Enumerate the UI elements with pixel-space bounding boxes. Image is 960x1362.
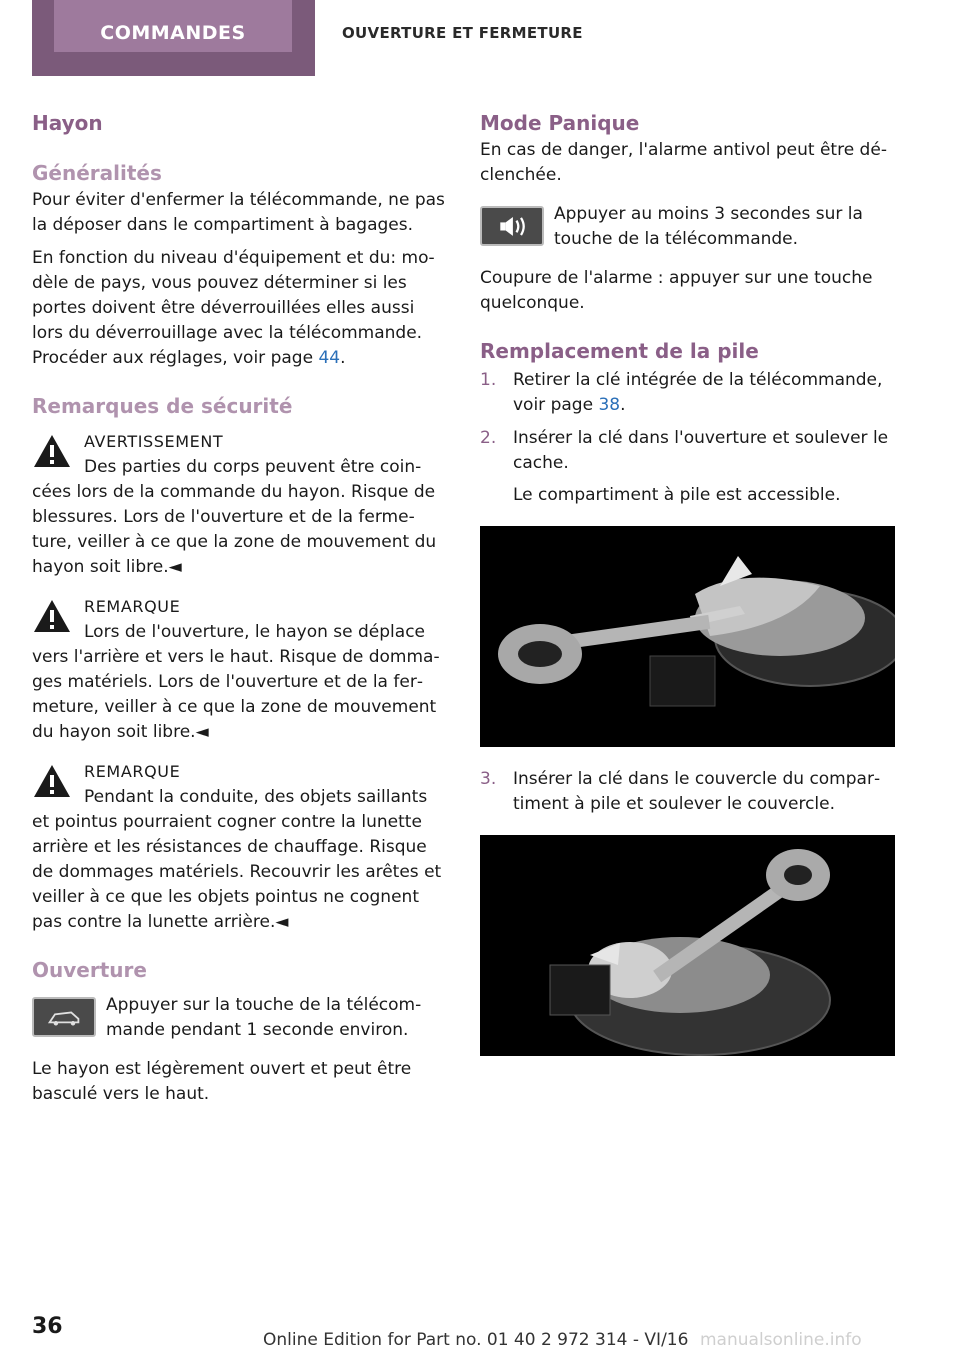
step-text: Retirer la clé intégrée de la télécommande, voir page 38. [513, 370, 883, 415]
page-header [0, 0, 960, 80]
note-text: Pendant la conduite, des objets saillants et pointus pourraient cogner contre la lunette arrière et les résistances de chauffage. Risque de dommages matériels. Recouvrir les arêtes et veiller à ce que les objets pointus ne cognent pas contre la lunette arrière.◄ [32, 787, 442, 932]
warning-label: AVERTISSEMENT [84, 432, 224, 451]
key-fob-illustration [480, 835, 895, 1056]
page-number: 36 [32, 1314, 63, 1339]
page-link-38[interactable]: 38 [598, 395, 621, 415]
edition-text: Online Edition for Part no. 01 40 2 972 314 - VI/16 [263, 1330, 689, 1350]
warning-block [32, 429, 448, 580]
panic-paragraph-1: En cas de danger, l'alarme antivol peut être déclenchée. [480, 140, 887, 185]
key-fob-illustration [480, 526, 895, 747]
step-number: 2. [480, 428, 497, 448]
page-link-44[interactable]: 44 [318, 348, 341, 368]
section-title: OUVERTURE ET FERMETURE [342, 24, 583, 42]
warning-triangle-icon [32, 433, 72, 469]
key-fob-open-cover-illustration [480, 526, 895, 747]
watermark: manualsonline.info [700, 1330, 862, 1350]
left-column [32, 108, 448, 1107]
note-block-2 [32, 759, 448, 935]
note-text: Lors de l'ouverture, le hayon se déplace vers l'arrière et vers le haut. Risque de dommages matériels. Lors de l'ouverture et de la fermeture, veiller à ce que la zone de mouvement du hayon soit libre.◄ [32, 622, 440, 742]
tailgate-key-text: Appuyer sur la touche de la télécommande pendant 1 seconde environ. [106, 995, 422, 1040]
general-paragraph-2: En fonction du niveau d'équipement et du: modèle de pays, vous pouvez déterminer si les portes doivent être déverrouillées elles aussi lors du déverrouillage avec la télécommande. Procéder aux réglages, voir page 44. [32, 248, 435, 368]
panic-paragraph-2: Coupure de l'alarme : appuyer sur une touche quelconque. [480, 268, 873, 313]
note-label: REMARQUE [84, 762, 181, 781]
step-text: Insérer la clé dans l'ouverture et soulever le cache. [513, 428, 889, 473]
list-item [480, 767, 896, 817]
opening-result: Le hayon est légèrement ouvert et peut être basculé vers le haut. [32, 1059, 412, 1104]
key-fob-battery-cover-illustration [480, 835, 895, 1056]
panic-key-instruction [480, 202, 896, 252]
subheading-ouverture: Ouverture [32, 958, 147, 982]
warning-triangle-icon [32, 763, 72, 799]
panic-key-text: Appuyer au moins 3 secondes sur la touche de la télécommande. [554, 204, 863, 249]
step-number: 1. [480, 370, 497, 390]
subheading-remarques-securite: Remarques de sécurité [32, 394, 293, 418]
panic-horn-button-icon [480, 206, 544, 246]
step-text: Insérer la clé dans le couvercle du compartiment à pile et soulever le couvercle. [513, 769, 881, 814]
heading-remplacement-pile: Remplacement de la pile [480, 339, 759, 363]
step-number: 3. [480, 769, 497, 789]
section-heading-hayon: Hayon [32, 111, 103, 135]
list-item [480, 368, 896, 418]
heading-mode-panique: Mode Panique [480, 111, 640, 135]
warning-text: Des parties du corps peuvent être coincées lors de la commande du hayon. Risque de blessures. Lors de l'ouverture et de la fermeture, veiller à ce que la zone de mouvement du hayon soit libre.◄ [32, 457, 437, 577]
chapter-tab-commandes[interactable]: COMMANDES [54, 0, 292, 52]
step-subtext: Le compartiment à pile est accessible. [513, 485, 841, 505]
note-block-1 [32, 594, 448, 745]
note-label: REMARQUE [84, 597, 181, 616]
right-column [480, 108, 896, 1056]
subheading-generalites: Généralités [32, 161, 162, 185]
general-paragraph-1: Pour éviter d'enfermer la télécommande, ne pas la déposer dans le compartiment à bagages. [32, 190, 445, 235]
tailgate-key-instruction [32, 993, 448, 1043]
tailgate-button-icon [32, 997, 96, 1037]
list-item [480, 426, 896, 508]
warning-triangle-icon [32, 598, 72, 634]
